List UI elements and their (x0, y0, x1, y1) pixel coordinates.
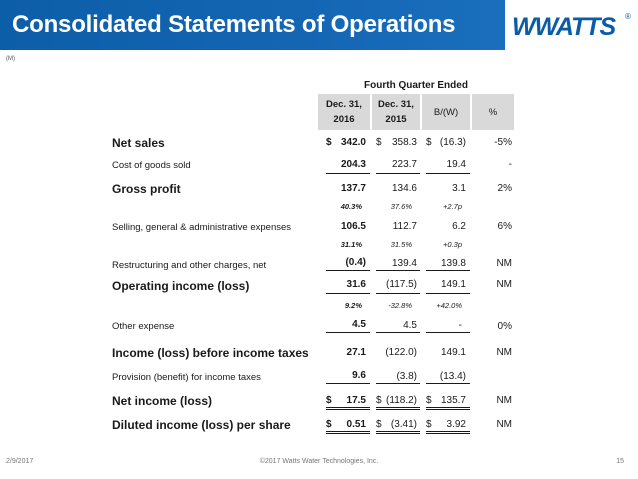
value-bw: 149.1 (440, 347, 466, 358)
value-2016: 31.6 (346, 279, 366, 290)
double-underline (376, 431, 420, 434)
value-bw: (13.4) (439, 371, 466, 382)
value-bw: - (458, 320, 462, 331)
value-2016: 106.5 (340, 221, 366, 232)
footer-copyright: ©2017 Watts Water Technologies, Inc. (259, 458, 379, 465)
col-2015-line1: Dec. 31, (378, 99, 414, 110)
currency-sign: $ (326, 137, 332, 148)
value-2015: (117.5) (386, 279, 417, 290)
underline (376, 332, 420, 333)
value-2015: (122.0) (385, 347, 417, 358)
underline (426, 270, 470, 271)
period-header: Fourth Quarter Ended (364, 80, 468, 91)
row-label: Gross profit (112, 182, 181, 196)
col-2016-line2: 2016 (333, 114, 355, 125)
col-header-pct (472, 94, 514, 130)
margin-2016: 31.1% (340, 240, 362, 249)
value-2016: (0.4) (345, 257, 366, 268)
value-bw: 3.92 (446, 419, 466, 430)
underline (376, 293, 420, 294)
underline (376, 270, 420, 271)
col-header-bw (422, 94, 470, 130)
row-label: Diluted income (loss) per share (112, 418, 291, 432)
row-label: Income (loss) before income taxes (112, 346, 309, 360)
value-2015: 4.5 (403, 320, 417, 331)
currency-sign: $ (326, 419, 332, 430)
double-underline (426, 431, 470, 434)
currency-sign: $ (376, 137, 382, 148)
value-2015: (3.8) (396, 371, 417, 382)
slide-title: Consolidated Statements of Operations (12, 11, 456, 38)
row-label: Net income (loss) (112, 394, 213, 408)
value-bw: 6.2 (452, 221, 466, 232)
underline (326, 270, 370, 271)
col-pct-label: % (488, 106, 498, 118)
margin-bw: +0.3p (443, 240, 462, 249)
double-underline (326, 431, 370, 434)
col-header-2015 (372, 94, 420, 130)
value-2016: 9.6 (352, 370, 366, 381)
margin-2015: -32.8% (388, 301, 412, 310)
watts-logo (512, 14, 636, 40)
margin-2015: 31.5% (390, 240, 412, 249)
value-2016: 17.5 (346, 395, 366, 406)
registered-mark: ® (625, 12, 631, 21)
col-2015-line2: 2015 (385, 114, 407, 125)
underline (376, 383, 420, 384)
col-bw-label: B/(W) (433, 106, 459, 118)
slide-header (0, 0, 638, 50)
value-2015: 358.3 (391, 137, 417, 148)
row-label: Cost of goods sold (112, 160, 191, 171)
value-2016: 137.7 (340, 183, 366, 194)
margin-bw: +2.7p (443, 202, 462, 211)
underline (326, 332, 370, 333)
value-2016: 4.5 (352, 319, 366, 330)
value-bw: 139.8 (440, 258, 466, 269)
currency-sign: $ (426, 419, 432, 430)
value-bw: 135.7 (440, 395, 466, 406)
title-bar (0, 0, 505, 50)
footer-date: 2/9/2017 (6, 458, 34, 465)
underline (326, 293, 370, 294)
underline (326, 383, 370, 384)
value-pct: NM (496, 347, 512, 358)
value-pct: NM (496, 419, 512, 430)
logo-text: WWATTS (512, 13, 616, 41)
value-2016: 342.0 (340, 137, 366, 148)
col-header-2016 (318, 94, 370, 130)
currency-sign: $ (376, 419, 382, 430)
row-label: Net sales (112, 136, 165, 150)
double-underline (326, 407, 370, 410)
value-2016: 27.1 (346, 347, 366, 358)
value-2015: 112.7 (392, 221, 417, 232)
margin-2016: 9.2% (344, 301, 362, 310)
value-2015: (3.41) (390, 419, 417, 430)
row-label: Restructuring and other charges, net (112, 260, 267, 271)
margin-2015: 37.6% (390, 202, 412, 211)
value-2015: 223.7 (391, 159, 417, 170)
currency-sign: $ (426, 137, 432, 148)
row-label: Operating income (loss) (112, 279, 250, 293)
currency-sign: $ (326, 395, 332, 406)
value-pct: 0% (497, 321, 512, 332)
underline (426, 173, 470, 174)
value-2015: 134.6 (391, 183, 417, 194)
value-pct: 2% (497, 183, 512, 194)
value-pct: 6% (497, 221, 512, 232)
value-bw: 149.1 (440, 279, 466, 290)
underline (326, 173, 370, 174)
underline (426, 293, 470, 294)
row-label: Selling, general & administrative expenses (112, 222, 292, 233)
row-label: Other expense (112, 321, 175, 332)
value-2015: (118.2) (386, 395, 417, 406)
currency-sign: $ (376, 395, 382, 406)
value-2016: 0.51 (346, 419, 366, 430)
value-pct: NM (496, 395, 512, 406)
underline (376, 173, 420, 174)
col-2016-line1: Dec. 31, (326, 99, 362, 110)
row-label: Provision (benefit) for income taxes (112, 372, 261, 383)
double-underline (376, 407, 420, 410)
value-pct: -5% (494, 137, 512, 148)
page-number: 15 (616, 458, 624, 465)
value-bw: (16.3) (439, 137, 466, 148)
value-2016: 204.3 (340, 159, 366, 170)
value-pct: NM (496, 258, 512, 269)
value-pct: - (508, 159, 512, 170)
value-bw: 19.4 (446, 159, 466, 170)
value-bw: 3.1 (452, 183, 466, 194)
underline (426, 332, 470, 333)
margin-2016: 40.3% (340, 202, 362, 211)
underline (426, 383, 470, 384)
value-pct: NM (496, 279, 512, 290)
margin-bw: +42.0% (436, 301, 462, 310)
value-2015: 139.4 (391, 258, 417, 269)
double-underline (426, 407, 470, 410)
currency-sign: $ (426, 395, 432, 406)
unit-note: (M) (6, 56, 15, 62)
